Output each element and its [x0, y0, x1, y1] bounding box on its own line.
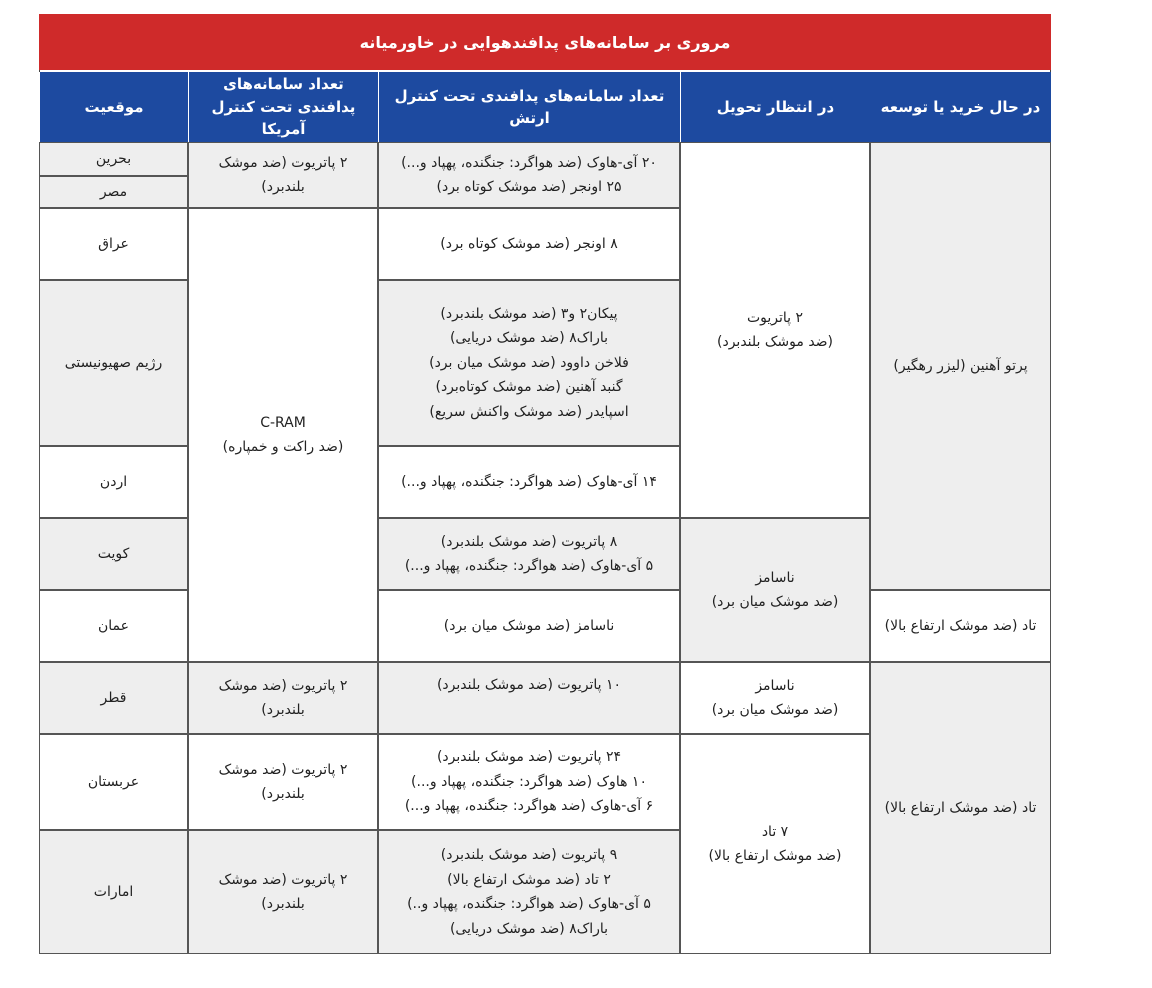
army-zionist: پیکان۲ و۳ (ضد موشک بلندبرد) باراک۸ (ضد موشک دریایی) فلاخن داوود (ضد موشک میان برد) گنبد آهنین (ضد موشک کوتاه‌برد) اسپایدر (ضد موشک واکنش سریع) [378, 280, 680, 446]
army-iraq: ۸ اونجر (ضد موشک کوتاه برد) [378, 208, 680, 280]
location-kuwait: کویت [39, 518, 188, 590]
header-army-controlled: تعداد سامانه‌های پدافندی تحت کنترل ارتش [378, 72, 680, 142]
army-kuwait: ۸ پاتریوت (ضد موشک بلندبرد) ۵ آی-هاوک (ضد هواگرد: جنگنده، پهپاد و...) [378, 518, 680, 590]
purchasing-thaad-oman: تاد (ضد موشک ارتفاع بالا) [870, 590, 1051, 662]
army-saudi: ۲۴ پاتریوت (ضد موشک بلندبرد) ۱۰ هاوک (ضد هواگرد: جنگنده، پهپاد و...) ۶ آی-هاوک (ضد هواگرد: جنگنده، پهپاد و...) [378, 734, 680, 830]
purchasing-thaad-gulf: تاد (ضد موشک ارتفاع بالا) [870, 662, 1051, 954]
awaiting-nasams-qatar: ناسامز (ضد موشک میان برد) [680, 662, 870, 734]
location-zionist: رژیم صهیونیستی [39, 280, 188, 446]
us-cram: C-RAM (ضد راکت و خمپاره) [188, 208, 378, 662]
army-bahrain-egypt: ۲۰ آی-هاوک (ضد هواگرد: جنگنده، پهپاد و...) ۲۵ اونجر (ضد موشک کوتاه برد) [378, 142, 680, 208]
table-title: مروری بر سامانه‌های پدافندهوایی در خاورمیانه [39, 14, 1051, 70]
awaiting-nasams-kuwait-oman: ناسامز (ضد موشک میان برد) [680, 518, 870, 662]
header-location: موقعیت [39, 72, 188, 142]
us-saudi: ۲ پاتریوت (ضد موشک بلندبرد) [188, 734, 378, 830]
us-bahrain-egypt: ۲ پاتریوت (ضد موشک بلندبرد) [188, 142, 378, 208]
army-qatar: ۱۰ پاتریوت (ضد موشک بلندبرد) [378, 662, 680, 734]
location-qatar: قطر [39, 662, 188, 734]
awaiting-patriot: ۲ پاتریوت (ضد موشک بلندبرد) [680, 142, 870, 518]
location-jordan: اردن [39, 446, 188, 518]
location-saudi: عربستان [39, 734, 188, 830]
army-jordan: ۱۴ آی-هاوک (ضد هواگرد: جنگنده، پهپاد و...) [378, 446, 680, 518]
location-oman: عمان [39, 590, 188, 662]
purchasing-iron-beam: پرتو آهنین (لیزر رهگیر) [870, 142, 1051, 590]
location-iraq: عراق [39, 208, 188, 280]
header-us-controlled: تعداد سامانه‌های پدافندی تحت کنترل آمریکا [188, 72, 378, 142]
location-egypt: مصر [39, 176, 188, 208]
location-uae: امارات [39, 830, 188, 954]
us-qatar: ۲ پاتریوت (ضد موشک بلندبرد) [188, 662, 378, 734]
location-bahrain: بحرین [39, 142, 188, 176]
army-uae: ۹ پاتریوت (ضد موشک بلندبرد) ۲ تاد (ضد موشک ارتفاع بالا) ۵ آی-هاوک (ضد هواگرد: جنگنده، پهپاد و..) باراک۸ (ضد موشک دریایی) [378, 830, 680, 954]
header-purchasing: در حال خرید یا توسعه [870, 72, 1051, 142]
us-uae: ۲ پاتریوت (ضد موشک بلندبرد) [188, 830, 378, 954]
army-oman: ناسامز (ضد موشک میان برد) [378, 590, 680, 662]
awaiting-thaad: ۷ تاد (ضد موشک ارتفاع بالا) [680, 734, 870, 954]
header-awaiting-delivery: در انتظار تحویل [680, 72, 870, 142]
